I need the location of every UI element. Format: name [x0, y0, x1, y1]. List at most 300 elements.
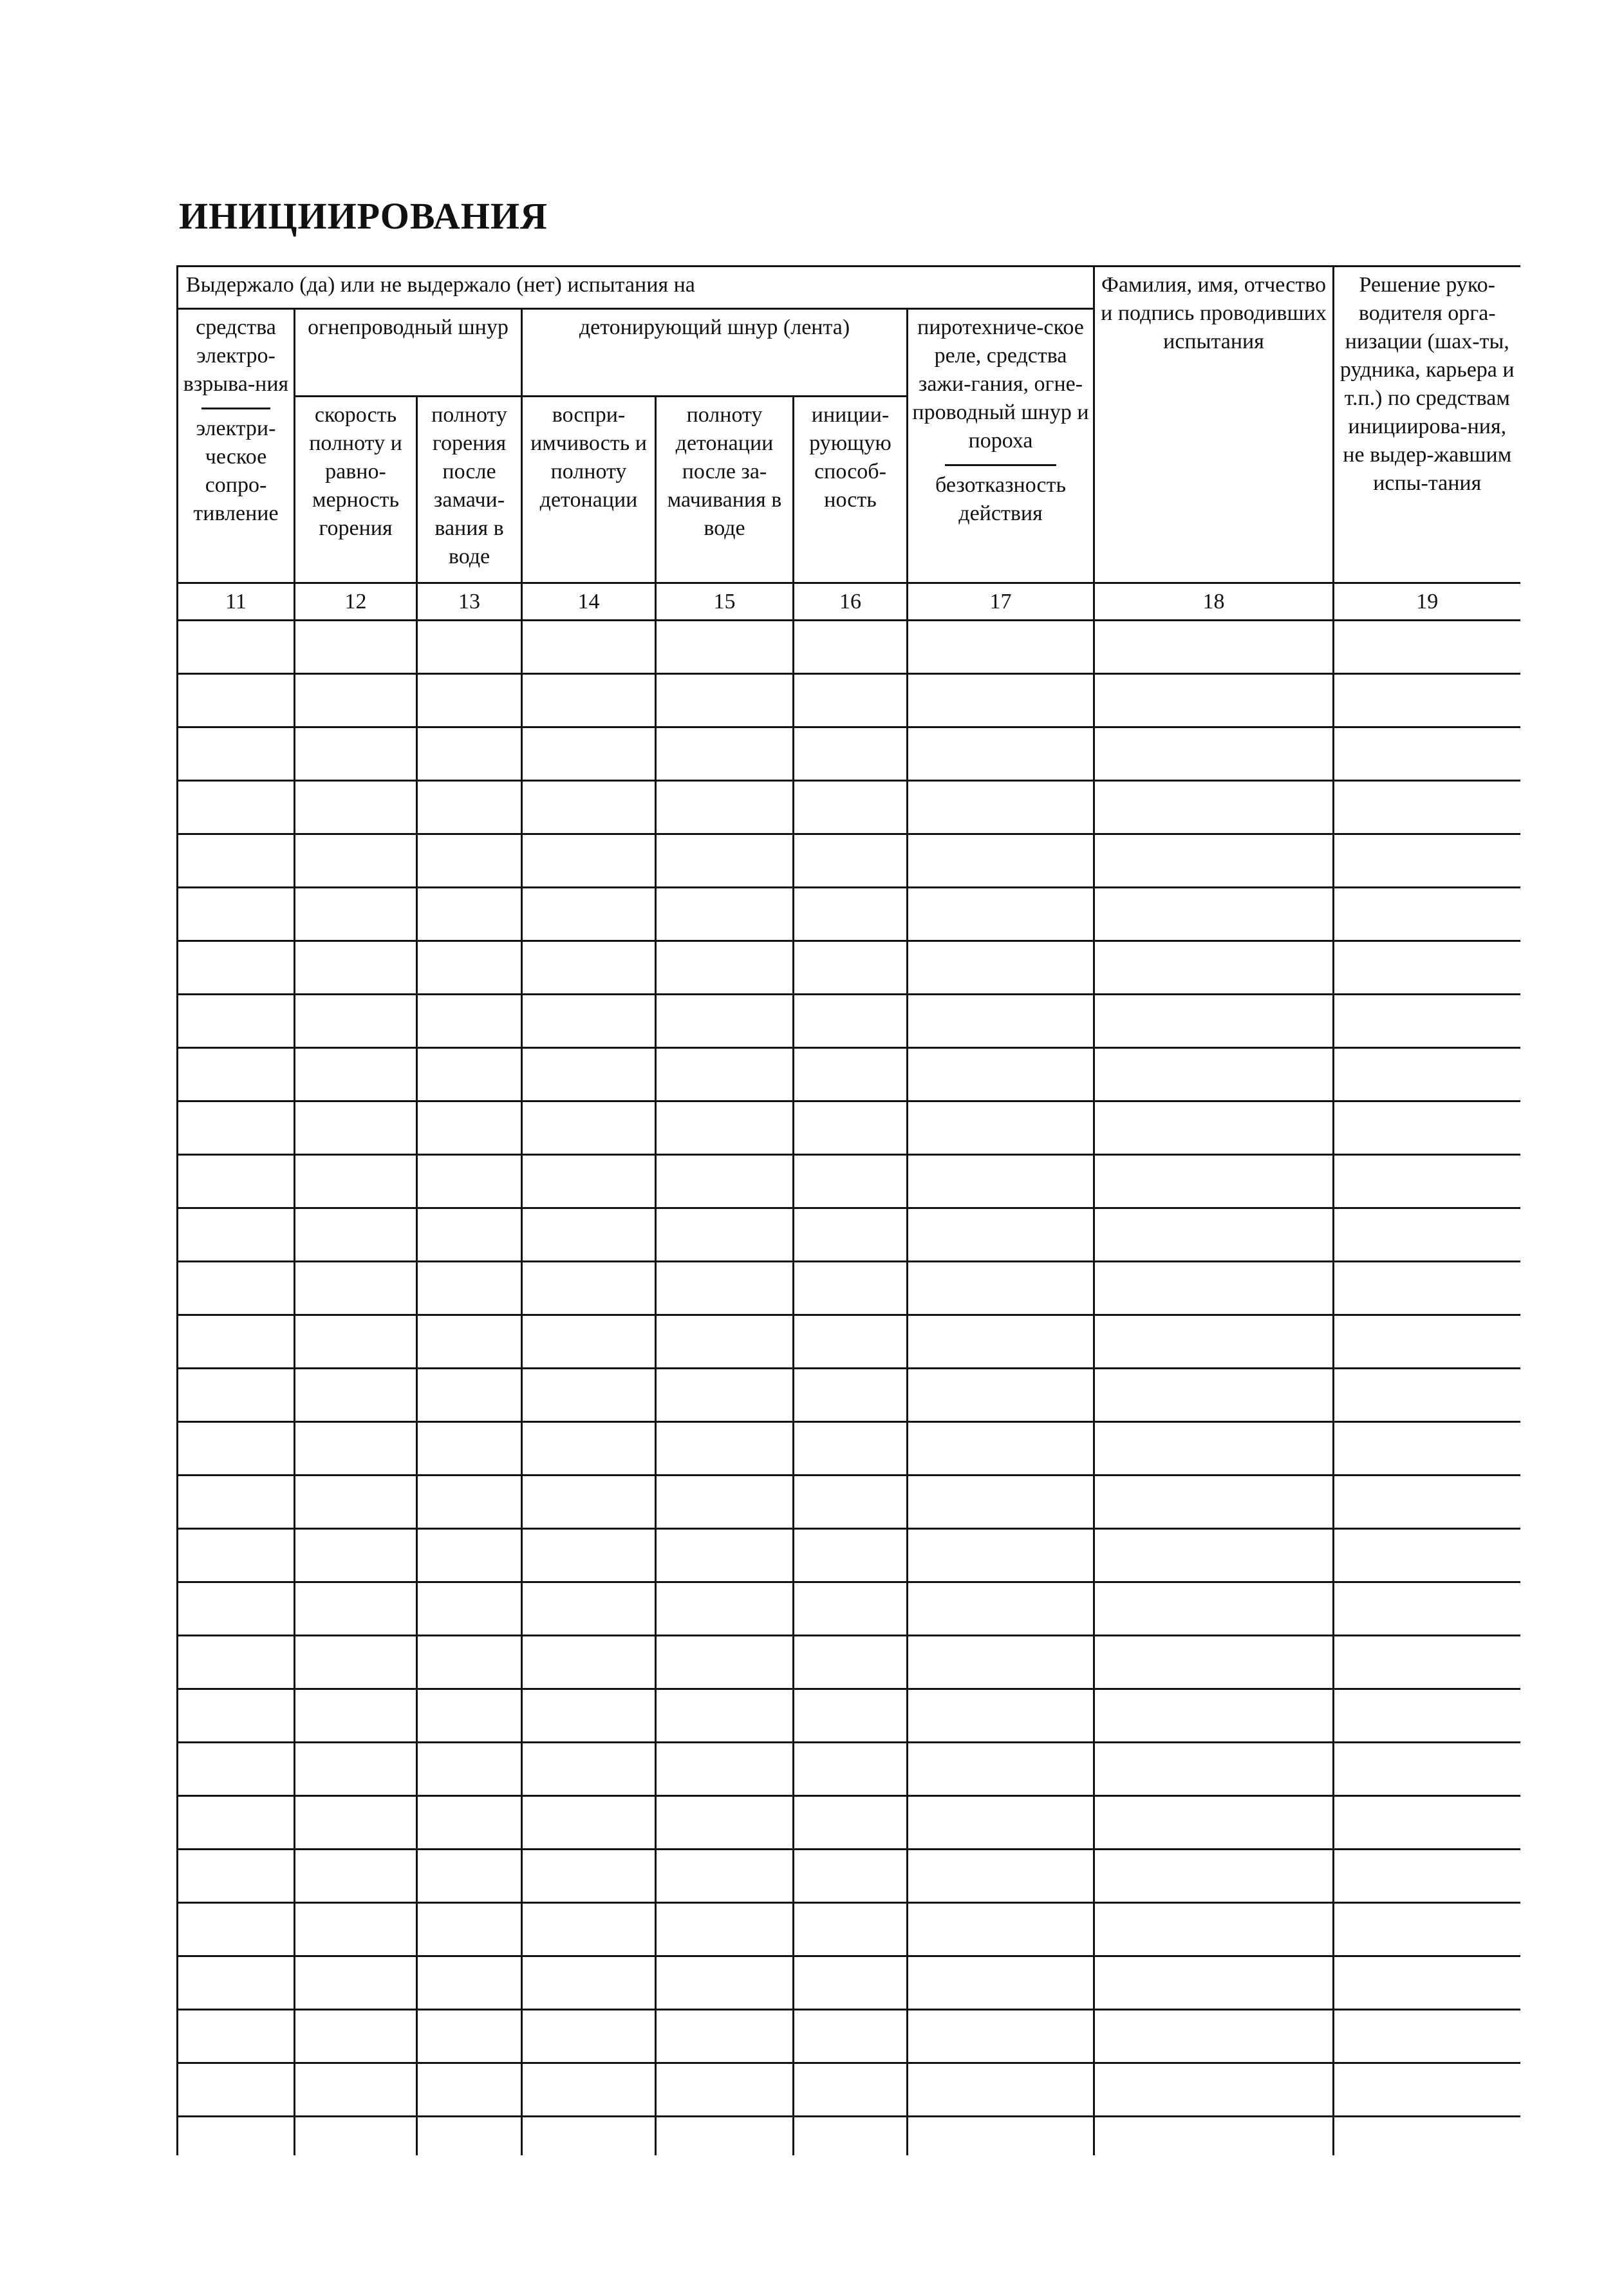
- table-cell: [656, 727, 794, 781]
- table-cell: [522, 941, 656, 995]
- table-cell: [1334, 1208, 1520, 1262]
- table-cell: [178, 621, 295, 674]
- group-header-fuse: [295, 309, 522, 397]
- table-cell: [178, 2063, 295, 2117]
- table-cell: [295, 1422, 417, 1476]
- table-cell: [417, 1689, 522, 1743]
- table-cell: [908, 1208, 1094, 1262]
- table-row: [178, 834, 1520, 888]
- table-cell: [295, 1315, 417, 1369]
- table-cell: [417, 1369, 522, 1422]
- table-cell: [794, 1850, 908, 1903]
- table-cell: [656, 1369, 794, 1422]
- table-cell: [1334, 1743, 1520, 1796]
- table-cell: [1094, 621, 1334, 674]
- table-cell: [417, 1208, 522, 1262]
- table-row: [178, 2010, 1520, 2063]
- table-cell: [656, 995, 794, 1048]
- table-cell: [295, 888, 417, 941]
- table-cell: [1094, 1743, 1334, 1796]
- table-row: [178, 1796, 1520, 1850]
- table-cell: [417, 1582, 522, 1636]
- table-cell: [1334, 621, 1520, 674]
- table-cell: [908, 2063, 1094, 2117]
- table-cell: [522, 781, 656, 834]
- table-cell: [656, 2063, 794, 2117]
- table-cell: [794, 2117, 908, 2155]
- table-cell: [522, 621, 656, 674]
- table-cell: [908, 781, 1094, 834]
- table-cell: [178, 1315, 295, 1369]
- table-cell: [417, 1903, 522, 1956]
- table-row: [178, 941, 1520, 995]
- table-row: [178, 1956, 1520, 2010]
- table-cell: [656, 1636, 794, 1689]
- header-col-13: [417, 397, 522, 583]
- table-cell: [522, 995, 656, 1048]
- table-cell: [1094, 1422, 1334, 1476]
- header-col-14-text: воспри-имчивость и полноту детонации: [530, 403, 647, 512]
- column-number: 12: [295, 583, 417, 621]
- table-cell: [295, 1101, 417, 1155]
- table-cell: [1094, 1582, 1334, 1636]
- table-cell: [794, 781, 908, 834]
- table-cell: [794, 1476, 908, 1529]
- header-col-13-text: полноту горения после замачи-вания в воде: [431, 403, 507, 568]
- table-cell: [908, 674, 1094, 727]
- table-cell: [1094, 1529, 1334, 1582]
- table-cell: [178, 1262, 295, 1315]
- table-cell: [1094, 1956, 1334, 2010]
- table-cell: [1094, 2117, 1334, 2155]
- table-cell: [1094, 1048, 1334, 1101]
- table-cell: [908, 621, 1094, 674]
- table-cell: [908, 2010, 1094, 2063]
- table-cell: [295, 1796, 417, 1850]
- table-cell: [1334, 995, 1520, 1048]
- table-cell: [178, 2010, 295, 2063]
- table-cell: [656, 1048, 794, 1101]
- group-header-tests: [178, 267, 1094, 309]
- table-cell: [417, 1850, 522, 1903]
- table-cell: [178, 1582, 295, 1636]
- table-cell: [1094, 674, 1334, 727]
- table-cell: [794, 727, 908, 781]
- table-cell: [908, 1369, 1094, 1422]
- table-cell: [794, 1903, 908, 1956]
- table-row: [178, 674, 1520, 727]
- table-cell: [1094, 1476, 1334, 1529]
- table-cell: [1094, 781, 1334, 834]
- table-cell: [908, 941, 1094, 995]
- header-col-11-top: средства электро-взрыва-ния: [183, 315, 289, 396]
- table-cell: [178, 1369, 295, 1422]
- table-cell: [656, 941, 794, 995]
- table-row: [178, 1743, 1520, 1796]
- table-cell: [178, 1903, 295, 1956]
- table-cell: [794, 1208, 908, 1262]
- table-cell: [1334, 888, 1520, 941]
- table-cell: [417, 1422, 522, 1476]
- column-number: 18: [1094, 583, 1334, 621]
- header-col-11-divider: [201, 408, 270, 409]
- table-cell: [1094, 1796, 1334, 1850]
- table-row: [178, 1048, 1520, 1101]
- table-cell: [522, 1903, 656, 1956]
- table-cell: [794, 888, 908, 941]
- table-cell: [794, 2063, 908, 2117]
- table-cell: [1094, 1155, 1334, 1208]
- table-cell: [522, 1048, 656, 1101]
- table-cell: [1334, 1048, 1520, 1101]
- table-cell: [908, 1262, 1094, 1315]
- table-cell: [908, 1956, 1094, 2010]
- table-cell: [1334, 1369, 1520, 1422]
- table-row: [178, 1476, 1520, 1529]
- table-row: [178, 1529, 1520, 1582]
- table-cell: [908, 995, 1094, 1048]
- table-cell: [295, 2063, 417, 2117]
- header-col-11-bottom: электри-ческое сопро-тивление: [193, 417, 279, 525]
- table-cell: [794, 1101, 908, 1155]
- table-cell: [295, 834, 417, 888]
- table-cell: [794, 1048, 908, 1101]
- table-cell: [522, 1101, 656, 1155]
- table-cell: [295, 727, 417, 781]
- table-cell: [178, 1796, 295, 1850]
- table-cell: [1094, 1101, 1334, 1155]
- table-cell: [656, 888, 794, 941]
- table-cell: [794, 1315, 908, 1369]
- table-cell: [295, 2010, 417, 2063]
- table-row: [178, 1369, 1520, 1422]
- table-cell: [656, 1422, 794, 1476]
- table-cell: [908, 1422, 1094, 1476]
- table-cell: [522, 1369, 656, 1422]
- table-cell: [908, 1743, 1094, 1796]
- table-cell: [1334, 834, 1520, 888]
- table-cell: [295, 1208, 417, 1262]
- table-cell: [794, 1796, 908, 1850]
- table-cell: [178, 1689, 295, 1743]
- header-col-17-divider: [945, 464, 1056, 466]
- table-cell: [908, 1529, 1094, 1582]
- table-cell: [908, 888, 1094, 941]
- header-col-16: [794, 397, 908, 583]
- table-cell: [794, 834, 908, 888]
- table-cell: [1094, 1689, 1334, 1743]
- table-cell: [794, 1743, 908, 1796]
- header-col-17: [908, 309, 1094, 583]
- table-cell: [295, 781, 417, 834]
- table-row: [178, 781, 1520, 834]
- table-cell: [908, 1796, 1094, 1850]
- table-cell: [417, 888, 522, 941]
- table-cell: [522, 1582, 656, 1636]
- table-cell: [656, 1743, 794, 1796]
- table-cell: [1334, 2117, 1520, 2155]
- table-cell: [794, 1529, 908, 1582]
- table-cell: [1094, 2063, 1334, 2117]
- table-cell: [522, 1262, 656, 1315]
- table-cell: [794, 1422, 908, 1476]
- table-cell: [295, 1956, 417, 2010]
- table-cell: [522, 1956, 656, 2010]
- table-cell: [794, 1155, 908, 1208]
- table-cell: [908, 1315, 1094, 1369]
- table-cell: [656, 1689, 794, 1743]
- table-cell: [656, 1262, 794, 1315]
- table-cell: [417, 1636, 522, 1689]
- table-cell: [522, 1850, 656, 1903]
- header-col-15-text: полноту детонации после за-мачивания в воде: [667, 403, 782, 540]
- table-cell: [656, 1956, 794, 2010]
- table-cell: [417, 674, 522, 727]
- table-cell: [1334, 941, 1520, 995]
- table-cell: [178, 1101, 295, 1155]
- table-cell: [794, 1369, 908, 1422]
- table-row: [178, 1422, 1520, 1476]
- column-number: 19: [1334, 583, 1520, 621]
- table-cell: [417, 1956, 522, 2010]
- table-cell: [522, 888, 656, 941]
- header-col-17-top: пиротехниче-ское реле, средства зажи-гания, огне-проводный шнур и пороха: [912, 315, 1089, 453]
- table-cell: [656, 1796, 794, 1850]
- column-number: 16: [794, 583, 908, 621]
- table-cell: [522, 1155, 656, 1208]
- table-cell: [178, 1850, 295, 1903]
- group-header-fuse-text: огнепроводный шнур: [308, 315, 509, 339]
- table-cell: [794, 1636, 908, 1689]
- table-cell: [295, 1636, 417, 1689]
- table-row: [178, 727, 1520, 781]
- table-cell: [1094, 1636, 1334, 1689]
- table-row: [178, 1315, 1520, 1369]
- table-cell: [794, 1262, 908, 1315]
- table-cell: [178, 674, 295, 727]
- table-cell: [522, 2063, 656, 2117]
- table-cell: [178, 1529, 295, 1582]
- table-cell: [656, 621, 794, 674]
- table-cell: [178, 727, 295, 781]
- table-cell: [178, 2117, 295, 2155]
- table-cell: [522, 1796, 656, 1850]
- table-cell: [522, 834, 656, 888]
- header-col-11: [178, 309, 295, 583]
- table-cell: [417, 1262, 522, 1315]
- table-cell: [656, 1903, 794, 1956]
- header-col-16-text: иниции-рующую способ-ность: [809, 403, 891, 512]
- table-cell: [522, 1636, 656, 1689]
- table-cell: [794, 674, 908, 727]
- table-cell: [656, 2117, 794, 2155]
- table-cell: [656, 781, 794, 834]
- table-cell: [908, 1850, 1094, 1903]
- table-row: [178, 1155, 1520, 1208]
- table-cell: [178, 1743, 295, 1796]
- table-cell: [908, 1476, 1094, 1529]
- table-row: [178, 1582, 1520, 1636]
- table-cell: [417, 1796, 522, 1850]
- table-body: [178, 621, 1520, 2155]
- table-cell: [417, 2010, 522, 2063]
- group-header-detcord: [522, 309, 908, 397]
- column-number: 11: [178, 583, 295, 621]
- table-row: [178, 995, 1520, 1048]
- table-cell: [417, 941, 522, 995]
- table-cell: [908, 1636, 1094, 1689]
- table-cell: [178, 941, 295, 995]
- table-cell: [908, 2117, 1094, 2155]
- table-cell: [656, 1850, 794, 1903]
- header-col-12-text: скорость полноту и равно-мерность горения: [309, 403, 402, 540]
- table-cell: [908, 1155, 1094, 1208]
- table-cell: [178, 1476, 295, 1529]
- table-cell: [908, 1101, 1094, 1155]
- table-cell: [417, 1315, 522, 1369]
- table-cell: [1334, 2063, 1520, 2117]
- table-cell: [1334, 1529, 1520, 1582]
- table-cell: [522, 1315, 656, 1369]
- table-cell: [522, 2010, 656, 2063]
- table-cell: [295, 1155, 417, 1208]
- table-cell: [1094, 834, 1334, 888]
- table-row: [178, 1101, 1520, 1155]
- table-cell: [178, 1956, 295, 2010]
- table-cell: [908, 1689, 1094, 1743]
- table-cell: [1094, 2010, 1334, 2063]
- table-cell: [295, 2117, 417, 2155]
- table-cell: [178, 1422, 295, 1476]
- table-cell: [295, 1476, 417, 1529]
- table-cell: [522, 1743, 656, 1796]
- table-cell: [1094, 727, 1334, 781]
- table-cell: [178, 888, 295, 941]
- table-cell: [295, 1048, 417, 1101]
- table-cell: [908, 834, 1094, 888]
- table-row: [178, 621, 1520, 674]
- group-header-detcord-text: детонирующий шнур (лента): [579, 315, 850, 339]
- header-col-12: [295, 397, 417, 583]
- table-cell: [908, 1048, 1094, 1101]
- table-cell: [178, 1155, 295, 1208]
- table-cell: [656, 1315, 794, 1369]
- table-cell: [1094, 941, 1334, 995]
- table-cell: [295, 1850, 417, 1903]
- table-cell: [295, 1689, 417, 1743]
- table-cell: [1334, 1101, 1520, 1155]
- table-cell: [295, 941, 417, 995]
- table-cell: [656, 1476, 794, 1529]
- table-cell: [417, 1476, 522, 1529]
- table-row: [178, 1208, 1520, 1262]
- table-cell: [1094, 1369, 1334, 1422]
- table-cell: [1094, 888, 1334, 941]
- table-cell: [417, 995, 522, 1048]
- table-cell: [908, 727, 1094, 781]
- table-cell: [794, 2010, 908, 2063]
- header-col-17-bottom: безотказность действия: [935, 473, 1067, 525]
- table-cell: [1334, 1422, 1520, 1476]
- table-cell: [178, 995, 295, 1048]
- table-cell: [522, 727, 656, 781]
- table-cell: [417, 2063, 522, 2117]
- table-cell: [295, 1903, 417, 1956]
- header-col-18: [1094, 267, 1334, 583]
- table-cell: [1334, 1796, 1520, 1850]
- table-cell: [1334, 2010, 1520, 2063]
- table-cell: [1094, 1208, 1334, 1262]
- table-cell: [1334, 1582, 1520, 1636]
- table-cell: [1334, 781, 1520, 834]
- table-row: [178, 1262, 1520, 1315]
- table-cell: [417, 1101, 522, 1155]
- table-cell: [1334, 727, 1520, 781]
- column-number: 13: [417, 583, 522, 621]
- table-cell: [295, 1369, 417, 1422]
- table-cell: [417, 621, 522, 674]
- table-cell: [178, 781, 295, 834]
- table-cell: [656, 1155, 794, 1208]
- table-row: [178, 1636, 1520, 1689]
- column-numbers-row: [178, 583, 1520, 621]
- header-col-19: [1334, 267, 1520, 583]
- table-cell: [1094, 1903, 1334, 1956]
- header-col-19-text: Решение руко-водителя орга-низации (шах-ты, рудника, карьера и т.п.) по средствам инициирова-ния, не выдер-жавшим испы-тания: [1339, 273, 1515, 495]
- table-cell: [794, 621, 908, 674]
- table-cell: [178, 1048, 295, 1101]
- table-cell: [178, 1636, 295, 1689]
- column-number: 17: [908, 583, 1094, 621]
- table-cell: [1094, 995, 1334, 1048]
- header-col-18-text: Фамилия, имя, отчество и подпись проводивших испытания: [1101, 273, 1327, 353]
- table-cell: [417, 1743, 522, 1796]
- table-cell: [178, 1208, 295, 1262]
- column-number: 15: [656, 583, 794, 621]
- table-cell: [1334, 674, 1520, 727]
- table-cell: [1334, 1956, 1520, 2010]
- header-col-14: [522, 397, 656, 583]
- table-row: [178, 1903, 1520, 1956]
- table-cell: [1334, 1262, 1520, 1315]
- table-cell: [794, 1582, 908, 1636]
- table-cell: [295, 1743, 417, 1796]
- table-cell: [295, 674, 417, 727]
- table-cell: [417, 1155, 522, 1208]
- table-cell: [417, 781, 522, 834]
- table-cell: [656, 1101, 794, 1155]
- group-header-text: Выдержало (да) или не выдержало (нет) испытания на: [186, 273, 695, 297]
- table-cell: [1334, 1476, 1520, 1529]
- page-title: ИНИЦИИРОВАНИЯ: [179, 195, 548, 237]
- table-cell: [656, 2010, 794, 2063]
- test-results-table: [176, 265, 1520, 2155]
- table-cell: [908, 1582, 1094, 1636]
- table-cell: [522, 2117, 656, 2155]
- table-cell: [794, 1689, 908, 1743]
- table-cell: [794, 941, 908, 995]
- table-cell: [417, 727, 522, 781]
- table-row: [178, 1689, 1520, 1743]
- table-cell: [417, 834, 522, 888]
- table-cell: [417, 1048, 522, 1101]
- table-cell: [178, 834, 295, 888]
- table-cell: [908, 1903, 1094, 1956]
- table-row: [178, 1850, 1520, 1903]
- table-cell: [1334, 1903, 1520, 1956]
- table-cell: [417, 1529, 522, 1582]
- table-cell: [295, 1529, 417, 1582]
